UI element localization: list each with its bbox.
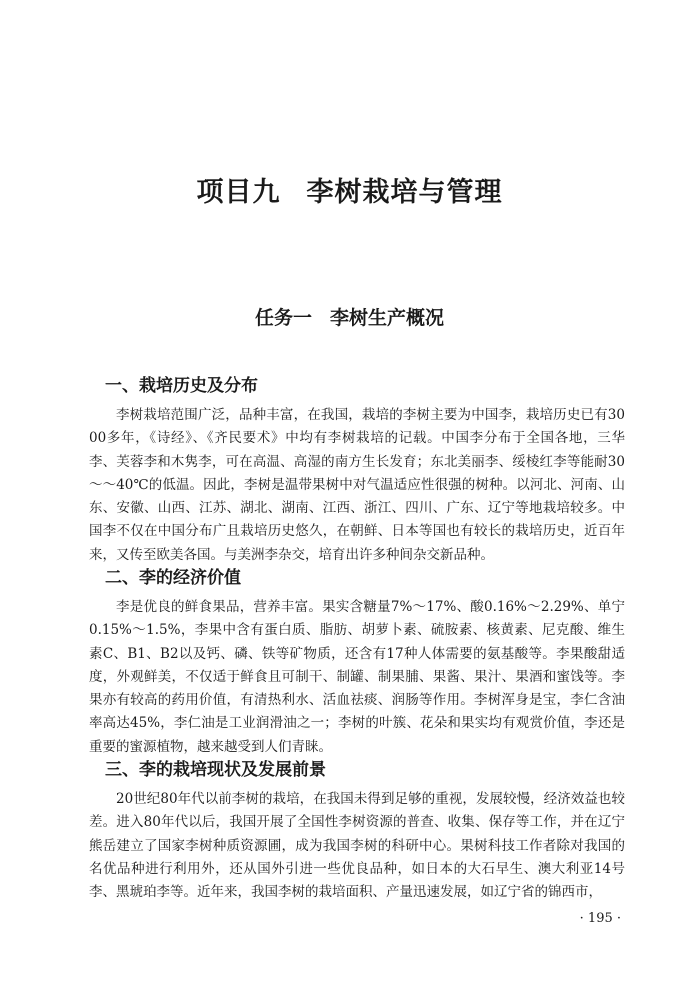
chapter-title [0, 170, 699, 209]
chapter-title-main: 李树栽培与管理 [306, 177, 503, 208]
task-title [0, 303, 699, 330]
task-title-prefix: 任务一 [254, 307, 312, 329]
section-paragraph: 20世纪80年代以前李树的栽培，在我国未得到足够的重视，发展较慢，经济效益也较差。进入80年代以后，我国开展了全国性李树资源的普查、收集、保存等工作，并在辽宁熊岳建立了国家李树种质资源圃，成为我国李树的科研中心。果树科技工作者除对我国的名优品种进行利用外，还从国外引进一些优良品种，如日本的大石早生、澳大利亚14号李、黑琥珀李等。近年来，我国李树的栽培面积、产量迅速发展，如辽宁省的锦西市， [89, 791, 625, 901]
section-heading: 三、李的栽培现状及发展前景 [105, 760, 326, 780]
section-heading: 二、李的经济价值 [105, 568, 241, 588]
section-paragraph: 李树栽培范围广泛，品种丰富，在我国，栽培的李树主要为中国李，栽培历史已有3000多年，《诗经》、《齐民要术》中均有李树栽培的记载。中国李分布于全国各地，三华李、芙蓉李和木隽李，可在高温、高湿的南方生长发育；东北美丽李、绥棱红李等能耐30～～40℃的低温。因此，李树是温带果树中对气温适应性很强的树种。以河北、河南、山东、安徽、山西、江苏、湖北、湖南、江西、浙江、四川、广东、辽宁等地栽培较多。中国李不仅在中国分布广且栽培历史悠久，在朝鲜、日本等国也有较长的栽培历史，近百年来，又传至欧美各国。与美洲李杂交，培育出许多种间杂交新品种。 [89, 407, 625, 563]
section-status-prospects [89, 758, 625, 904]
section-economic-value [89, 566, 625, 759]
section-history [89, 374, 625, 567]
section-paragraph: 李是优良的鲜食果品，营养丰富。果实含糖量7%～17%、酸0.16%～2.29%、单宁0.15%～1.5%，李果中含有蛋白质、脂肪、胡萝卜素、硫胺素、核黄素、尼克酸、维生素C、B1、B2以及钙、磷、铁等矿物质，还含有17种人体需要的氨基酸等。李果酸甜适度，外观鲜美，不仅适于鲜食且可制干、制罐、制果脯、果酱、果汁、果酒和蜜饯等。李果亦有较高的药用价值，有清热利水、活血祛痰、润肠等作用。李树浑身是宝，李仁含油率高达45%，李仁油是工业润滑油之一；李树的叶簇、花朵和果实均有观赏价值，李还是重要的蜜源植物，越来越受到人们青睐。 [89, 599, 625, 755]
chapter-title-prefix: 项目九 [196, 177, 281, 208]
page-number: · 195 · [579, 911, 621, 926]
section-heading: 一、栽培历史及分布 [105, 376, 258, 396]
task-title-main: 李树生产概况 [330, 307, 445, 329]
